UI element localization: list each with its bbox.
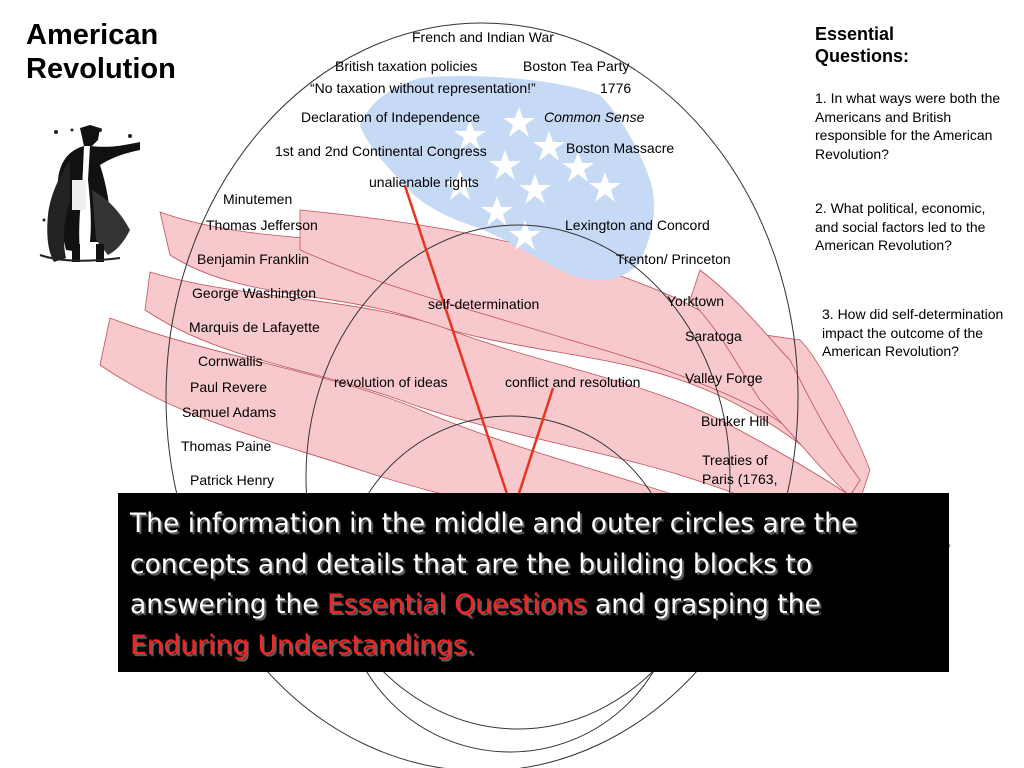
label-cornwallis: Cornwallis [198,353,263,369]
label-yorktown: Yorktown [667,293,725,309]
slide-title [26,18,176,86]
label-saratoga: Saratoga [685,328,742,344]
essential-question-2: 2. What political, economic, and social factors led to the American Revolution? [815,200,986,253]
label-treaties-of-paris: Treaties of Paris (1763, [702,452,778,487]
essential-question-1: 1. In what ways were both the Americans and British responsible for the American Revolution? [815,90,1001,162]
essential-questions-heading-line2: Questions: [815,46,910,66]
label-benjamin-franklin: Benjamin Franklin [197,251,310,267]
slide-title-line1: American [26,19,159,51]
callout-text [130,504,937,666]
callout-period: . [466,629,475,661]
label-lexington-concord: Lexington and Concord [565,217,710,233]
label-paul-revere: Paul Revere [190,379,268,395]
minuteman-clipart-icon [40,125,140,262]
label-minutemen: Minutemen [223,191,293,207]
explanation-callout [118,493,949,672]
label-patrick-henry: Patrick Henry [190,472,275,488]
label-revolution-of-ideas: revolution of ideas [334,374,448,390]
label-george-washington: George Washington [192,285,316,301]
label-continental-congress: 1st and 2nd Continental Congress [275,143,487,159]
label-thomas-jefferson: Thomas Jefferson [206,217,318,233]
label-boston-tea-party: Boston Tea Party [523,58,630,74]
label-common-sense: Common Sense [544,109,645,125]
label-no-taxation: “No taxation without representation!” [310,80,536,96]
callout-essential-questions: Essential Questions [327,589,587,620]
label-conflict-resolution: conflict and resolution [505,374,641,390]
label-declaration: Declaration of Independence [301,109,481,125]
label-bunker-hill: Bunker Hill [701,413,769,429]
label-trenton-princeton: Trenton/ Princeton [616,251,731,267]
callout-text-part2: and grasping the [586,589,821,620]
label-unalienable-rights: unalienable rights [369,174,479,190]
essential-question-3: 3. How did self-determination impact the outcome of the American Revolution? [822,306,1004,359]
label-1776: 1776 [600,80,632,96]
slide-title-line2: Revolution [26,53,176,85]
label-lafayette: Marquis de Lafayette [189,319,320,335]
label-british-taxation: British taxation policies [335,58,478,74]
label-thomas-paine: Thomas Paine [181,438,272,454]
label-self-determination: self-determination [428,296,540,312]
essential-questions-heading [815,23,909,67]
essential-questions-heading-line1: Essential [815,24,895,44]
label-samuel-adams: Samuel Adams [182,404,277,420]
label-boston-massacre: Boston Massacre [566,140,675,156]
callout-text-part1: The information in the middle and outer circles are the concepts and details that are the building blocks to answering the [130,508,858,620]
callout-enduring-understandings: Enduring Understandings [130,629,467,661]
label-french-indian-war: French and Indian War [412,29,554,45]
label-valley-forge: Valley Forge [685,370,763,386]
